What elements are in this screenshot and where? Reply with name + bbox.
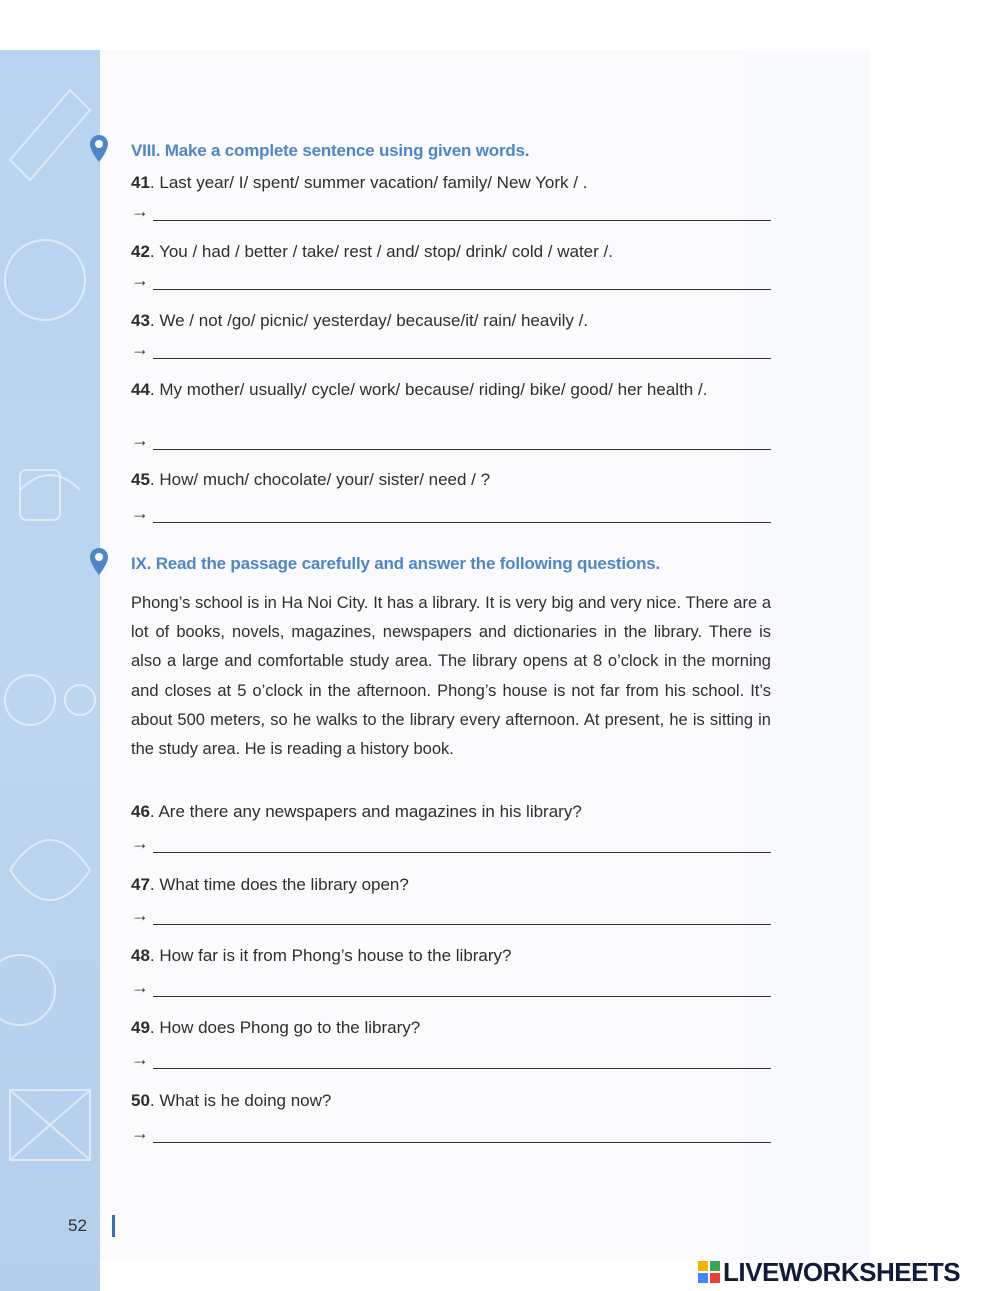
answer-48	[131, 977, 771, 999]
answer-45	[131, 503, 771, 525]
question-text: What time does the library open?	[159, 875, 409, 894]
answer-47	[131, 905, 771, 927]
question-45: 45. How/ much/ chocolate/ your/ sister/ need / ?	[131, 470, 491, 489]
question-50: 50. What is he doing now?	[131, 1091, 332, 1110]
answer-49-input[interactable]	[155, 1049, 771, 1071]
answer-49	[131, 1049, 771, 1071]
side-decoration-band	[0, 50, 100, 1291]
location-pin-icon	[88, 134, 110, 164]
arrow-icon: →	[131, 1123, 149, 1143]
question-text: How far is it from Phong’s house to the library?	[159, 946, 512, 965]
section-9-title: IX. Read the passage carefully and answer the following questions.	[131, 554, 661, 573]
answer-43-input[interactable]	[155, 339, 771, 361]
question-number: 45	[131, 470, 150, 489]
question-number: 41	[131, 173, 150, 192]
brand-text: LIVEWORKSHEETS	[723, 1256, 961, 1287]
answer-50-input[interactable]	[155, 1123, 771, 1145]
answer-46-input[interactable]	[155, 833, 771, 855]
arrow-icon: →	[131, 430, 149, 450]
question-text: How/ much/ chocolate/ your/ sister/ need / ?	[159, 470, 491, 489]
question-text: What is he doing now?	[159, 1091, 332, 1110]
question-text: Last year/ I/ spent/ summer vacation/ family/ New York / .	[159, 173, 588, 192]
answer-47-input[interactable]	[155, 905, 771, 927]
question-number: 44	[131, 380, 150, 399]
question-47: 47. What time does the library open?	[131, 875, 409, 894]
arrow-icon: →	[131, 270, 149, 290]
question-46: 46. Are there any newspapers and magazines in his library?	[131, 802, 582, 821]
page-number: 52	[68, 1216, 87, 1235]
arrow-icon: →	[131, 977, 149, 997]
arrow-icon: →	[131, 503, 149, 523]
answer-48-input[interactable]	[155, 977, 771, 999]
question-41: 41. Last year/ I/ spent/ summer vacation/ family/ New York / .	[131, 173, 588, 192]
question-44: 44. My mother/ usually/ cycle/ work/ because/ riding/ bike/ good/ her health /.	[131, 380, 708, 399]
question-number: 43	[131, 311, 150, 330]
question-text: Are there any newspapers and magazines in his library?	[158, 802, 582, 821]
question-text: We / not /go/ picnic/ yesterday/ because/it/ rain/ heavily /.	[159, 311, 589, 330]
question-number: 42	[131, 242, 150, 261]
answer-44	[131, 430, 771, 452]
liveworksheets-icon	[697, 1260, 721, 1284]
answer-46	[131, 833, 771, 855]
answer-50	[131, 1123, 771, 1145]
answer-42	[131, 270, 771, 292]
arrow-icon: →	[131, 201, 149, 221]
question-number: 47	[131, 875, 150, 894]
page-number-bar	[112, 1215, 115, 1237]
question-number: 50	[131, 1091, 150, 1110]
question-number: 49	[131, 1018, 150, 1037]
question-number: 48	[131, 946, 150, 965]
reading-passage: Phong’s school is in Ha Noi City. It has a library. It is very big and very nice. There are a lot of books, novels, magazines, newspapers and dictionaries in the library. There is also a large and comfortable study area. The library opens at 8 o’clock in the morning and closes at 5 o’clock in the afternoon. Phong’s house is not far from his school. It’s about 500 meters, so he walks to the library every afternoon. At present, he is sitting in the study area. He is reading a history book.	[131, 594, 771, 759]
answer-41	[131, 201, 771, 223]
question-42: 42. You / had / better / take/ rest / and/ stop/ drink/ cold / water /.	[131, 242, 613, 261]
question-text: You / had / better / take/ rest / and/ stop/ drink/ cold / water /.	[159, 242, 613, 261]
question-text: How does Phong go to the library?	[159, 1018, 421, 1037]
question-43: 43. We / not /go/ picnic/ yesterday/ because/it/ rain/ heavily /.	[131, 311, 589, 330]
arrow-icon: →	[131, 833, 149, 853]
arrow-icon: →	[131, 339, 149, 359]
location-pin-icon	[88, 547, 110, 577]
question-48: 48. How far is it from Phong’s house to the library?	[131, 946, 512, 965]
answer-41-input[interactable]	[155, 201, 771, 223]
answer-42-input[interactable]	[155, 270, 771, 292]
arrow-icon: →	[131, 1049, 149, 1069]
answer-43	[131, 339, 771, 361]
decorative-illustrations	[0, 50, 100, 1291]
question-text: My mother/ usually/ cycle/ work/ because/ riding/ bike/ good/ her health /.	[159, 380, 708, 399]
answer-44-input[interactable]	[155, 430, 771, 452]
arrow-icon: →	[131, 905, 149, 925]
liveworksheets-logo[interactable]	[697, 1257, 960, 1287]
question-number: 46	[131, 802, 150, 821]
section-8-title: VIII. Make a complete sentence using given words.	[131, 141, 530, 160]
question-49: 49. How does Phong go to the library?	[131, 1018, 421, 1037]
answer-45-input[interactable]	[155, 503, 771, 525]
